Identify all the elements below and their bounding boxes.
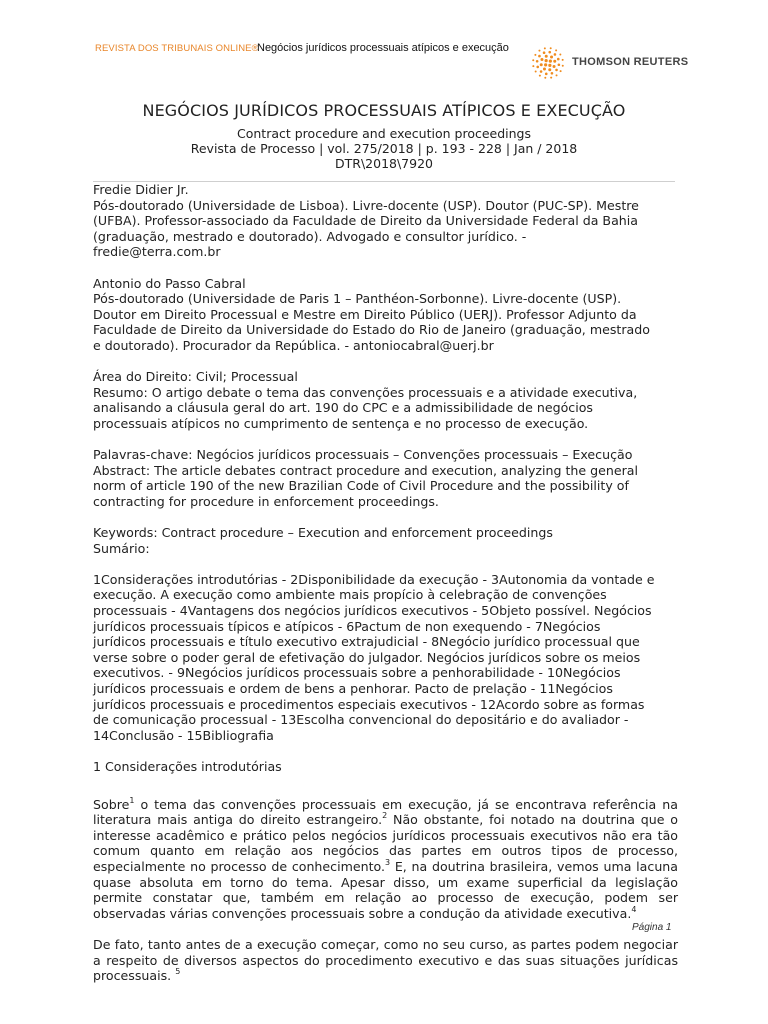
author-name: Fredie Didier Jr. bbox=[93, 182, 189, 197]
author-bio-line: e doutorado). Procurador da República. - antoniocabral@uerj.br bbox=[93, 337, 494, 353]
author-bio-line: Pós-doutorado (Universidade de Lisboa). Livre-docente (USP). Doutor (PUC-SP). Mestre bbox=[93, 197, 639, 213]
body-paragraph bbox=[93, 797, 678, 922]
author-name: Antonio do Passo Cabral bbox=[93, 275, 246, 291]
palavras-chave: Palavras-chave: Negócios jurídicos processuais – Convenções processuais – Execução bbox=[93, 447, 633, 463]
para1-text: o tema das convenções processuais em execução, já se encontrava referência na literatura mais antiga do direito estrangeiro. bbox=[93, 796, 678, 828]
thomson-reuters-logo-icon bbox=[530, 45, 566, 81]
abstract-line: Abstract: The article debates contract procedure and execution, analyzing the general bbox=[93, 462, 639, 478]
para2-text: De fato, tanto antes de a execução começar, como no seu curso, as partes podem negociar a respeito de diversos aspectos do procedimento executivo e das suas situações jurídicas processuais. bbox=[93, 936, 678, 984]
resumo-line: analisando a cláusula geral do art. 190 do CPC e a admissibilidade de negócios bbox=[93, 400, 593, 416]
sumario-line: jurídicos processuais e título executivo extrajudicial - 8Negócio jurídico processual que bbox=[93, 634, 640, 650]
body-paragraph bbox=[93, 937, 678, 984]
author-bio-line: Faculdade de Direito da Universidade do Estado do Rio de Janeiro (graduação, mestrado bbox=[93, 322, 650, 338]
abstract-line: norm of article 190 of the new Brazilian Code of Civil Procedure and the possibility of bbox=[93, 478, 629, 494]
sumario-line: executivos. - 9Negócios jurídicos processuais sobre a penhorabilidade - 10Negócios bbox=[93, 665, 621, 681]
publisher-name: THOMSON REUTERS bbox=[572, 56, 689, 68]
abstract-line: contracting for procedure in enforcement proceedings. bbox=[93, 493, 439, 509]
footnote-ref-2[interactable]: 2 bbox=[382, 811, 388, 821]
sumario-line: de comunicação processual - 13Escolha convencional do depositário e do avaliador - bbox=[93, 712, 629, 728]
footnote-ref-1[interactable]: 1 bbox=[129, 795, 135, 805]
area-do-direito: Área do Direito: Civil; Processual bbox=[93, 369, 298, 385]
sumario-line: jurídicos processuais e procedimentos especiais executivos - 12Acordo sobre as formas bbox=[93, 696, 645, 712]
sumario-line: 14Conclusão - 15Bibliografia bbox=[93, 727, 274, 743]
sumario-line: execução. A execução como ambiente mais propício à celebração de convenções bbox=[93, 587, 607, 603]
sumario-line: 1Considerações introdutórias - 2Disponibilidade da execução - 3Autonomia da vontade e bbox=[93, 571, 655, 587]
para1-text: E, na doutrina brasileira, vemos uma lacuna quase absoluta em torno do tema. Apesar disso, um exame superficial da legislação permite constatar que, também em relação ao processo de execução, podem ser observadas várias convenções processuais sobre a condução da atividade executiva. bbox=[93, 858, 678, 921]
header-brand: REVISTA DOS TRIBUNAIS ONLINE® bbox=[95, 43, 259, 54]
page-number: Página 1 bbox=[632, 922, 672, 933]
footnote-ref-5[interactable]: 5 bbox=[175, 967, 181, 977]
resumo-line: processuais atípicos no cumprimento de sentença e no processo de execução. bbox=[93, 415, 589, 431]
sumario-line: verse sobre o poder geral de efetivação do julgador. Negócios jurídicos sobre os meios bbox=[93, 649, 641, 665]
author-bio-line: (UFBA). Professor-associado da Faculdade de Direito da Universidade Federal da Bahia bbox=[93, 213, 638, 229]
sumario-line: jurídicos processuais e ordem de bens a penhorar. Pacto de prelação - 11Negócios bbox=[93, 681, 613, 696]
resumo-line: Resumo: O artigo debate o tema das convenções processuais e a atividade executiva, bbox=[93, 384, 638, 400]
document-id: DTR\2018\7920 bbox=[335, 156, 433, 171]
page-title: NEGÓCIOS JURÍDICOS PROCESSUAIS ATÍPICOS E EXECUÇÃO bbox=[142, 101, 626, 120]
para1-text: Sobre bbox=[93, 796, 130, 812]
author-bio-line: Pós-doutorado (Universidade de Paris 1 – Panthéon-Sorbonne). Livre-docente (USP). bbox=[93, 291, 622, 307]
sumario-label: Sumário: bbox=[93, 540, 150, 556]
citation: Revista de Processo | vol. 275/2018 | p. 193 - 228 | Jan / 2018 bbox=[190, 141, 578, 156]
sumario-line: jurídicos processuais típicos e atípicos - 6Pactum de non exequendo - 7Negócios bbox=[93, 618, 601, 634]
sumario-line: processuais - 4Vantagens dos negócios jurídicos executivos - 5Objeto possível. Negócios bbox=[93, 603, 652, 619]
keywords: Keywords: Contract procedure – Execution and enforcement proceedings bbox=[93, 525, 553, 541]
section-heading: 1 Considerações introdutórias bbox=[93, 758, 282, 774]
footnote-ref-4[interactable]: 4 bbox=[631, 904, 637, 914]
author-bio-line: (graduação, mestrado e doutorado). Advogado e consultor jurídico. - bbox=[93, 228, 527, 244]
header-article-title: Negócios jurídicos processuais atípicos e execução bbox=[257, 42, 509, 54]
para1-text: Não obstante, foi notado na doutrina que o interesse acadêmico e prático pelos negócios jurídicos processuais executivos não era tão comum quanto em relação aos negócios das partes em outros tipos de processo, especialmente no processo de conhecimento. bbox=[93, 812, 678, 874]
subtitle: Contract procedure and execution proceedings bbox=[237, 126, 531, 141]
author-bio-line: fredie@terra.com.br bbox=[93, 244, 221, 260]
article-body bbox=[93, 182, 678, 984]
author-bio-line: Doutor em Direito Processual e Mestre em Direito Público (UERJ). Professor Adjunto da bbox=[93, 306, 637, 322]
footnote-ref-3[interactable]: 3 bbox=[385, 857, 391, 867]
